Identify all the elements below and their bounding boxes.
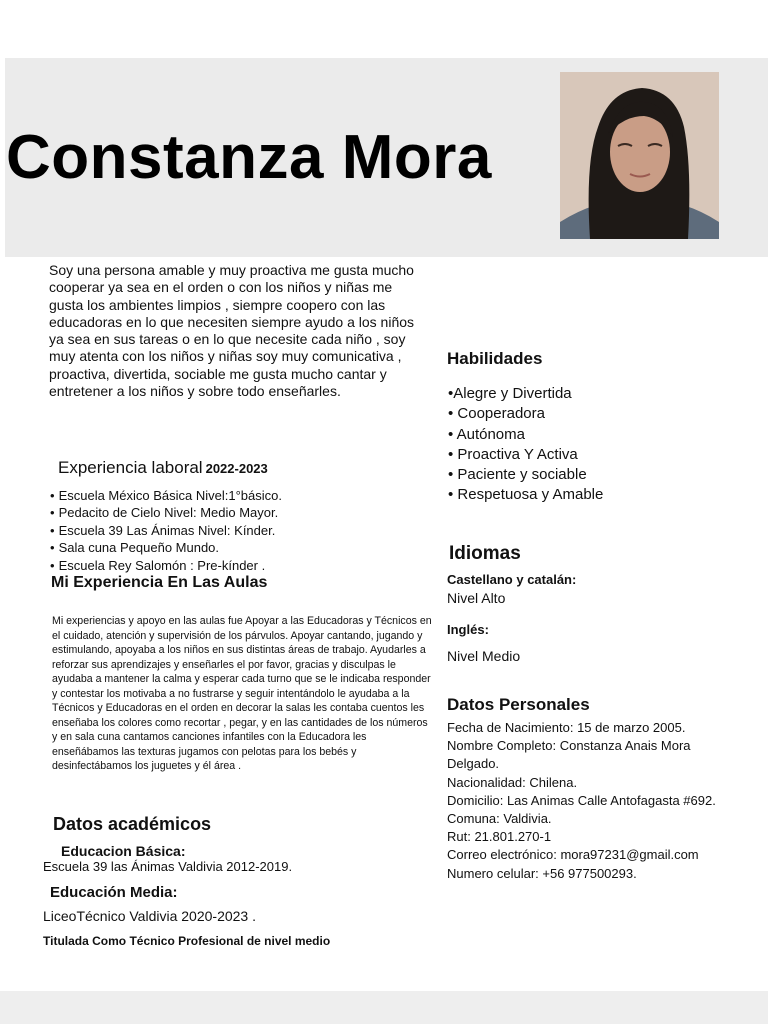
rut: Rut: 21.801.270-1 xyxy=(447,829,552,845)
skills-list xyxy=(448,384,603,506)
commune: Comuna: Valdivia. xyxy=(447,811,552,827)
skill-item: • Cooperadora xyxy=(448,405,545,423)
classroom-heading: Mi Experiencia En Las Aulas xyxy=(51,574,268,591)
skill-item: • Respetuosa y Amable xyxy=(448,486,604,504)
candidate-name: Constanza Mora xyxy=(6,123,492,192)
skill-item: •Alegre y Divertida xyxy=(448,385,572,402)
experience-title: Experiencia laboral xyxy=(58,458,203,477)
basic-education-text: Escuela 39 las Ánimas Valdivia 2012-2019. xyxy=(43,859,293,874)
address: Domicilio: Las Animas Calle Antofagasta #692. xyxy=(447,792,716,808)
phone: Numero celular: +56 977500293. xyxy=(447,865,637,881)
skills-heading: Habilidades xyxy=(447,349,543,368)
languages-heading: Idiomas xyxy=(449,543,521,564)
basic-education-title: Educacion Básica: xyxy=(61,843,186,859)
experience-item: • Escuela México Básica Nivel:1°básico. xyxy=(50,487,282,504)
secondary-education-title: Educación Media: xyxy=(50,884,178,901)
secondary-education-text: LiceoTécnico Valdivia 2020-2023 . xyxy=(43,908,256,924)
spanish-level: Nivel Alto xyxy=(447,590,506,606)
personal-data-heading: Datos Personales xyxy=(447,695,590,714)
skill-item: • Paciente y sociable xyxy=(448,466,587,484)
spanish-label: Castellano y catalán: xyxy=(447,572,577,587)
english-label: Inglés: xyxy=(447,622,489,637)
profile-summary: Soy una persona amable y muy proactiva me gusta mucho cooperar ya sea en el orden o con los niños y niñas me gusta los ambientes limpios , siempre coopero con las educadoras en lo que necesiten siempre ayudo a los niños ya sea en sus tareas o en lo que necesite cada niño , soy muy atenta con los niños y niñas soy muy comunicativa , proactiva, divertida, sociable me gusta mucho cantar y entretener a los niños y sobre todo enseñarles. xyxy=(49,262,415,400)
experience-item: • Escuela Rey Salomón : Pre-kínder . xyxy=(50,557,282,574)
portrait-image xyxy=(560,72,719,239)
birth-date: Fecha de Nacimiento: 15 de marzo 2005. xyxy=(447,720,686,735)
degree-text: Titulada Como Técnico Profesional de nivel medio xyxy=(43,934,331,948)
footer-band xyxy=(0,991,768,1024)
full-name: Nombre Completo: Constanza Anais Mora Delgado. xyxy=(447,738,691,772)
skill-item: • Proactiva Y Activa xyxy=(448,445,578,463)
experience-item: • Pedacito de Cielo Nivel: Medio Mayor. xyxy=(50,504,282,521)
experience-years: 2022-2023 xyxy=(205,461,268,476)
experience-heading xyxy=(58,458,268,478)
experience-item: • Sala cuna Pequeño Mundo. xyxy=(50,539,282,556)
nationality: Nacionalidad: Chilena. xyxy=(447,774,578,790)
academic-heading: Datos académicos xyxy=(53,814,212,834)
english-level: Nivel Medio xyxy=(447,648,521,664)
experience-item: • Escuela 39 Las Ánimas Nivel: Kínder. xyxy=(50,522,282,539)
email: Correo electrónico: mora97231@gmail.com xyxy=(447,847,699,863)
profile-photo xyxy=(560,72,719,239)
classroom-text: Mi experiencias y apoyo en las aulas fue Apoyar a las Educadoras y Técnicos en el cuidado, atención y supervisión de los párvulos. Apoyar cantando, jugando y estimulando, apoyaba a los niños en sus distintas áreas de trabajo. Ayudarles a reforzar sus aprendizajes y enseñarles el por favor, gracias y disculpas le ayudaba a mantener la calma y esperar cada turno que se le indicaba responder y contestar los motivaba a no fustrarse y seguir intentándolo le ayudaba a la Técnicos y Educadoras en el orden en decorar la salas les contaba cuentos les enseñaba los colores como recortar , pegar, y en las cantidades de los números y en sala cuna cantamos canciones infantiles con la Educadora les enseñábamos las texturas jugamos con pelotas para los bebés y desinfectábamos los juguetes y él área . xyxy=(52,615,432,772)
experience-list xyxy=(50,487,282,574)
personal-data-list xyxy=(447,719,737,883)
skill-item: • Autónoma xyxy=(448,425,525,443)
